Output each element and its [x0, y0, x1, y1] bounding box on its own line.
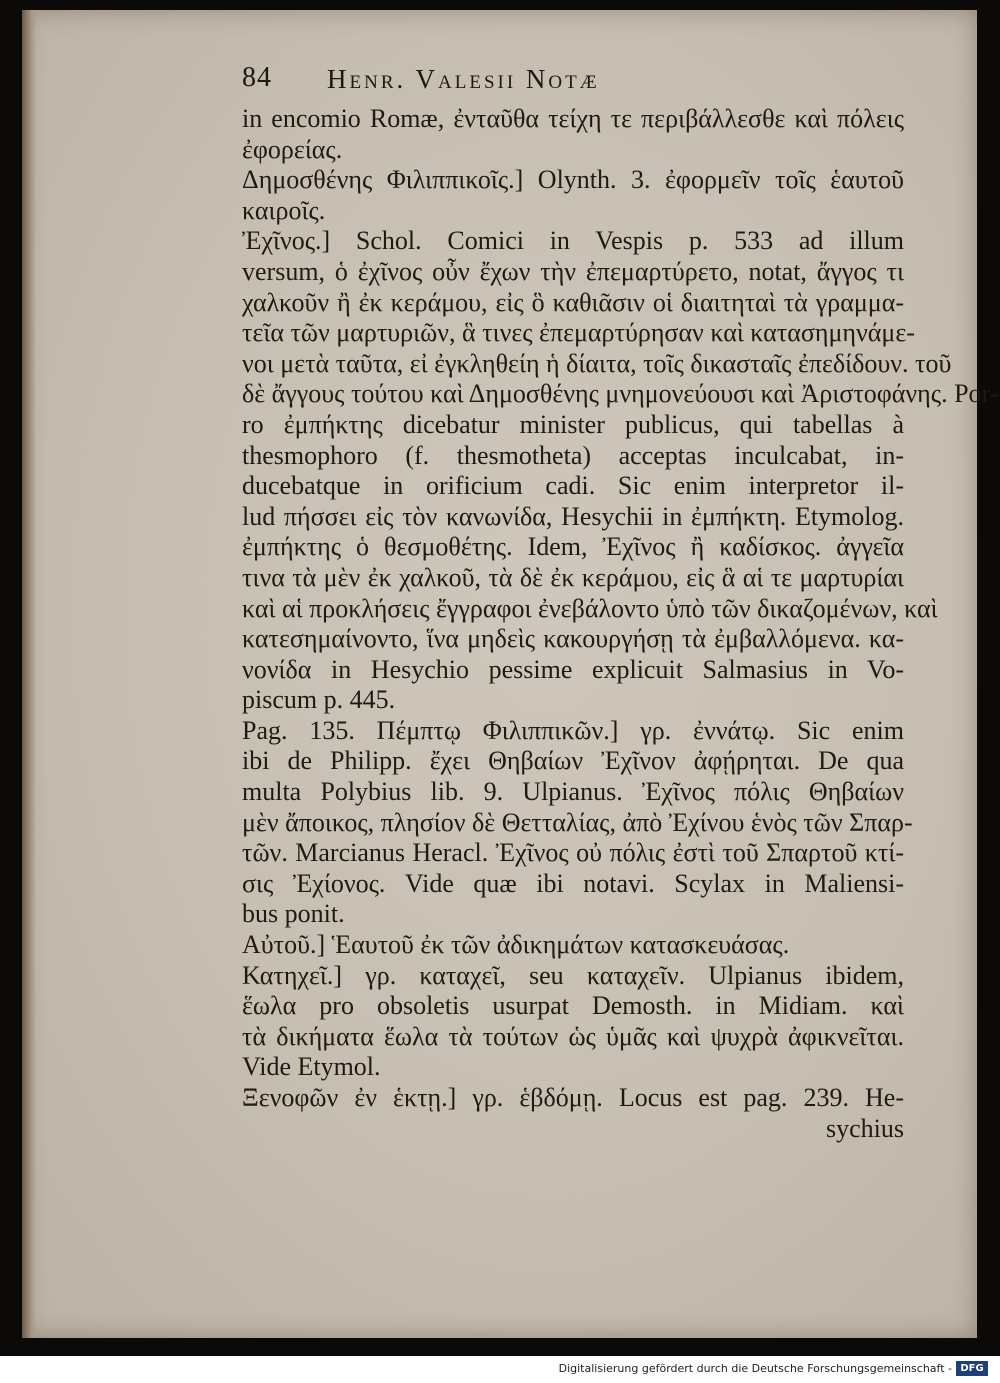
body-text	[242, 104, 999, 1144]
text-line: καιροῖς.	[242, 195, 326, 225]
text-line: ἕωλα pro obsoletis usurpat Demosth. in Midiam. καὶ	[242, 991, 904, 1021]
text-line: σις Ἐχίονος. Vide quæ ibi notavi. Scylax in Maliensi-	[242, 868, 904, 898]
text-line: lud πήσσει εἰς τὸν κανωνίδα, Hesychii in ἐμπήκτη. Etymolog.	[242, 501, 904, 531]
text-line: χαλκοῦν ἢ ἐκ κεράμου, εἰς ὃ καθιᾶσιν οἱ διαιτηταὶ τὰ γραμμα-	[242, 287, 904, 317]
text-line: τῶν. Marcianus Heracl. Ἐχῖνος οὐ πόλις ἐστὶ τοῦ Σπαρτοῦ κτί-	[242, 838, 904, 868]
page-gutter	[22, 10, 36, 1338]
text-line: bus ponit.	[242, 899, 345, 929]
digitization-footer	[0, 1356, 1000, 1383]
text-line: Pag. 135. Πέμπτῳ Φιλιππικῶν.] γρ. ἐννάτῳ. Sic enim	[242, 715, 904, 745]
catchword: sychius	[826, 1113, 904, 1143]
text-line: καὶ αἱ προκλήσεις ἔγγραφοι ἐνεβάλοντο ὑπὸ τῶν δικαζομένων, καὶ	[242, 593, 938, 623]
page-number: 84	[242, 62, 272, 93]
running-title: Henr. Valesii Notæ	[327, 64, 600, 94]
text-line: τὰ δικήματα ἕωλα τὰ τούτων ὡς ὑμᾶς καὶ ψυχρὰ ἀφικνεῖται.	[242, 1021, 904, 1051]
text-line: Ἐχῖνος.] Schol. Comici in Vespis p. 533 ad illum	[242, 226, 904, 256]
text-line: νονίδα in Hesychio pessime explicuit Salmasius in Vo-	[242, 654, 904, 684]
text-line: multa Polybius lib. 9. Ulpianus. Ἐχῖνος πόλις Θηβαίων	[242, 777, 904, 807]
text-line: τεῖα τῶν μαρτυριῶν, ἃ τινες ἐπεμαρτύρησαν καὶ κατασημηνάμε-	[242, 318, 915, 348]
text-line: Κατηχεῖ.] γρ. καταχεῖ, seu καταχεῖν. Ulpianus ibidem,	[242, 960, 904, 990]
text-line: δὲ ἄγγους τούτου καὶ Δημοσθένης μνημονεύουσι καὶ Ἀριστοφάνης. Por-	[242, 379, 999, 409]
text-line: in encomio Romæ, ἐνταῦθα τείχη τε περιβάλλεσθε καὶ πόλεις	[242, 104, 904, 133]
text-line: τινα τὰ μὲν ἐκ χαλκοῦ, τὰ δὲ ἐκ κεράμου, εἰς ἃ αἱ τε μαρτυρίαι	[242, 562, 904, 592]
text-line: ibi de Philipp. ἔχει Θηβαίων Ἐχῖνον ἀφῄρηται. De qua	[242, 746, 904, 776]
text-line: νοι μετὰ ταῦτα, εἰ ἐγκληθείη ἡ δίαιτα, τοῖς δικασταῖς ἐπεδίδουν. τοῦ	[242, 348, 952, 378]
dfg-logo: DFG	[956, 1361, 988, 1376]
text-line: Vide Etymol.	[242, 1052, 381, 1082]
text-line: Ξενοφῶν ἐν ἑκτῃ.] γρ. ἑβδόμῃ. Locus est pag. 239. He-	[242, 1083, 904, 1112]
text-line: versum, ὁ ἐχῖνος οὖν ἔχων τὴν ἐπεμαρτύρετο, notat, ἄγγος τι	[242, 256, 904, 286]
text-line: μὲν ἄποικος, πλησίον δὲ Θετταλίας, ἀπὸ Ἐχίνου ἑνὸς τῶν Σπαρ-	[242, 807, 913, 837]
text-line: ἐμπήκτης ὁ θεσμοθέτης. Idem, Ἐχῖνος ἢ καδίσκος. ἀγγεῖα	[242, 532, 904, 562]
text-line: thesmophoro (f. thesmotheta) acceptas inculcabat, in-	[242, 440, 904, 470]
funding-credit: Digitalisierung gefördert durch die Deutsche Forschungsgemeinschaft -	[558, 1362, 952, 1375]
text-line: piscum p. 445.	[242, 685, 396, 715]
text-line: Αὐτοῦ.] Ἑαυτοῦ ἐκ τῶν ἀδικημάτων κατασκευάσας.	[242, 930, 790, 960]
text-line: ro ἐμπήκτης dicebatur minister publicus, qui tabellas à	[242, 409, 904, 439]
text-line: ducebatque in orificium cadi. Sic enim interpretor il-	[242, 471, 904, 501]
text-line: κατεσημαίνοντο, ἵνα μηδεὶς κακουργήσῃ τὰ ἐμβαλλόμενα. κα-	[242, 624, 904, 654]
text-line: Δημοσθένης Φιλιππικοῖς.] Olynth. 3. ἐφορμεῖν τοῖς ἑαυτοῦ	[242, 165, 904, 195]
text-line: ἐφορείας.	[242, 134, 343, 164]
page-header	[242, 62, 902, 102]
